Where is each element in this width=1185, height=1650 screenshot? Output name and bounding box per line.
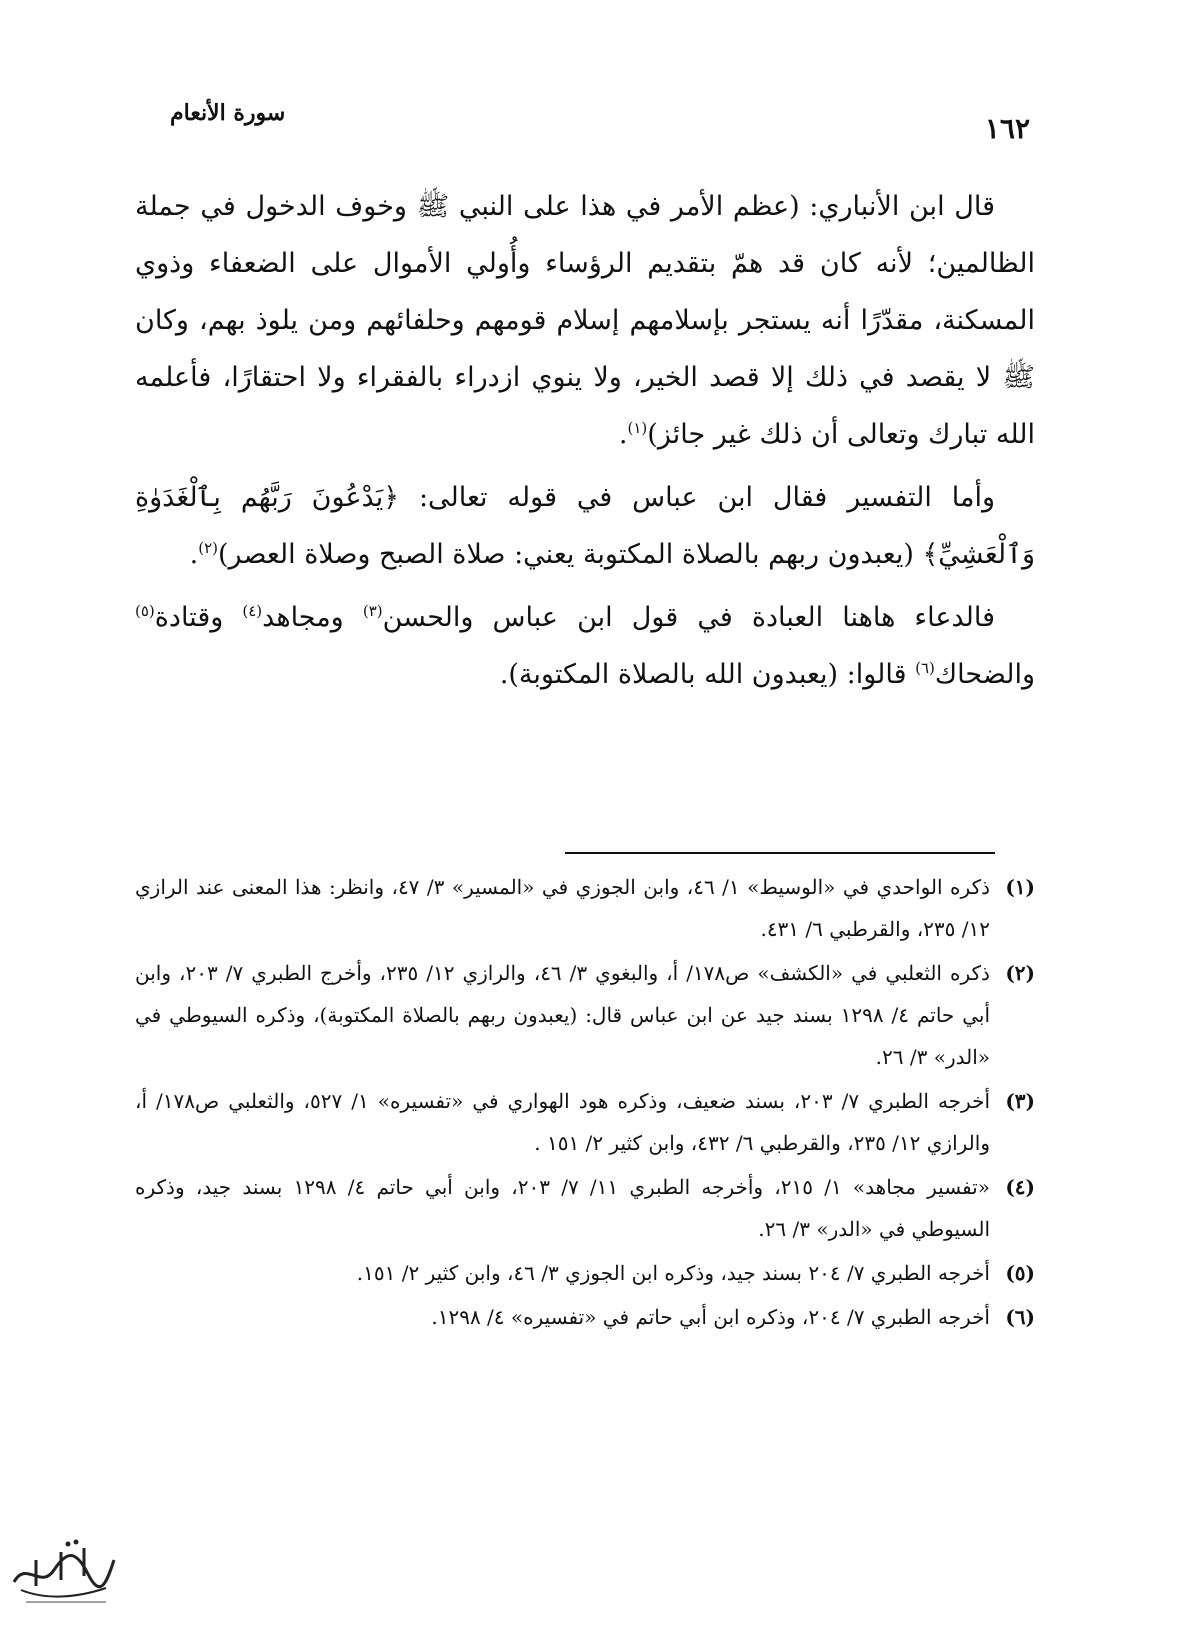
- footnote-number: (٣): [1005, 1089, 1035, 1113]
- paragraph-text: وأما التفسير فقال ابن عباس في قوله تعالى: ﴿يَدْعُونَ رَبَّهُم بِٱلْغَدَوٰةِ وَٱلْعَشِيِّ﴾ (يعبدون ربهم بالصلاة المكتوبة يعني: صلاة الصبح وصلاة العصر): [135, 482, 1035, 570]
- footnotes: [135, 866, 1035, 1340]
- paragraph: [135, 469, 1035, 583]
- footnote: [135, 866, 1035, 950]
- footnote-ref: (٦): [915, 659, 935, 677]
- paragraph-text: وقتادة: [154, 602, 243, 633]
- footnote: [135, 1166, 1035, 1250]
- footnote-divider: [565, 852, 995, 854]
- footnote-number: (٦): [1005, 1305, 1035, 1329]
- paragraph-end: .: [189, 539, 199, 570]
- footnote-number: (٥): [1005, 1261, 1035, 1285]
- footnote: [135, 1296, 1035, 1338]
- footnote-ref: (٣): [362, 602, 383, 620]
- paragraph-text: قال ابن الأنباري: (عظم الأمر في هذا على النبي ﷺ وخوف الدخول في جملة الظالمين؛ لأنه كان قد همّ بتقديم الرؤساء وأُولي الأموال على الضعفاء وذوي المسكنة، مقدّرًا أنه يستجر بإسلامهم إسلام قومهم وحلفائهم ومن يلوذ بهم، وكان ﷺ لا يقصد في ذلك إلا قصد الخير، ولا ينوي ازدراء بالفقراء ولا احتقارًا، فأعلمه الله تبارك وتعالى أن ذلك غير جائز): [135, 191, 1035, 450]
- footnote-number: (١): [1005, 875, 1035, 899]
- paragraph: [135, 589, 1035, 703]
- footnote-text: أخرجه الطبري ٧/ ٢٠٤ بسند جيد، وذكره ابن الجوزي ٣/ ٤٦، وابن كثير ٢/ ١٥١.: [356, 1261, 990, 1285]
- footnote-text: «تفسير مجاهد» ١/ ٢١٥، وأخرجه الطبري ١١/ ٧/ ٢٠٣، وابن أبي حاتم ٤/ ١٢٩٨ بسند جيد، وذكره السيوطي في «الدر» ٣/ ٢٦.: [135, 1175, 990, 1241]
- footnote-number: (٢): [1005, 961, 1035, 985]
- footnote-text: أخرجه الطبري ٧/ ٢٠٤، وذكره ابن أبي حاتم في «تفسيره» ٤/ ١٢٩٨.: [431, 1305, 990, 1329]
- paragraph-text: قالوا: (يعبدون الله بالصلاة المكتوبة).: [499, 659, 916, 690]
- footnote-ref: (٤): [242, 602, 263, 620]
- paragraph-text: والضحاك: [934, 659, 1035, 690]
- footnote-ref: (٢): [198, 539, 219, 557]
- page-number: ١٦٢: [984, 112, 1030, 145]
- footnote: [135, 1252, 1035, 1294]
- surah-title: سورة الأنعام: [170, 100, 286, 126]
- footnote-ref: (١): [627, 419, 648, 437]
- almoshahim-logo-icon: [6, 1530, 121, 1610]
- footnote-text: ذكره الثعلبي في «الكشف» ص١٧٨/ أ، والبغوي ٣/ ٤٦، والرازي ١٢/ ٢٣٥، وأخرج الطبري ٧/ ٢٠٣، وابن أبي حاتم ٤/ ١٢٩٨ بسند جيد عن ابن عباس قال: (يعبدون ربهم بالصلاة المكتوبة)، وذكره السيوطي في «الدر» ٣/ ٢٦.: [135, 961, 991, 1069]
- footnote-text: ذكره الواحدي في «الوسيط» ١/ ٤٦، وابن الجوزي في «المسير» ٣/ ٤٧، وانظر: هذا المعنى عند الرازي ١٢/ ٢٣٥، والقرطبي ٦/ ٤٣١.: [135, 875, 990, 941]
- main-text: [135, 178, 1035, 709]
- paragraph: [135, 178, 1035, 463]
- footnote: [135, 1080, 1035, 1164]
- footnote-number: (٤): [1005, 1175, 1035, 1199]
- paragraph-end: .: [618, 419, 628, 450]
- paragraph-text: فالدعاء هاهنا العبادة في قول ابن عباس والحسن: [382, 602, 995, 633]
- footnote-ref: (٥): [135, 602, 155, 620]
- footnote: [135, 952, 1035, 1078]
- paragraph-text: ومجاهد: [262, 602, 363, 633]
- footnote-text: أخرجه الطبري ٧/ ٢٠٣، بسند ضعيف، وذكره هود الهواري في «تفسيره» ١/ ٥٢٧، والثعلبي ص١٧٨/ أ، والرازي ١٢/ ٢٣٥، والقرطبي ٦/ ٤٣٢، وابن كثير ٢/ ١٥١ .: [135, 1089, 991, 1155]
